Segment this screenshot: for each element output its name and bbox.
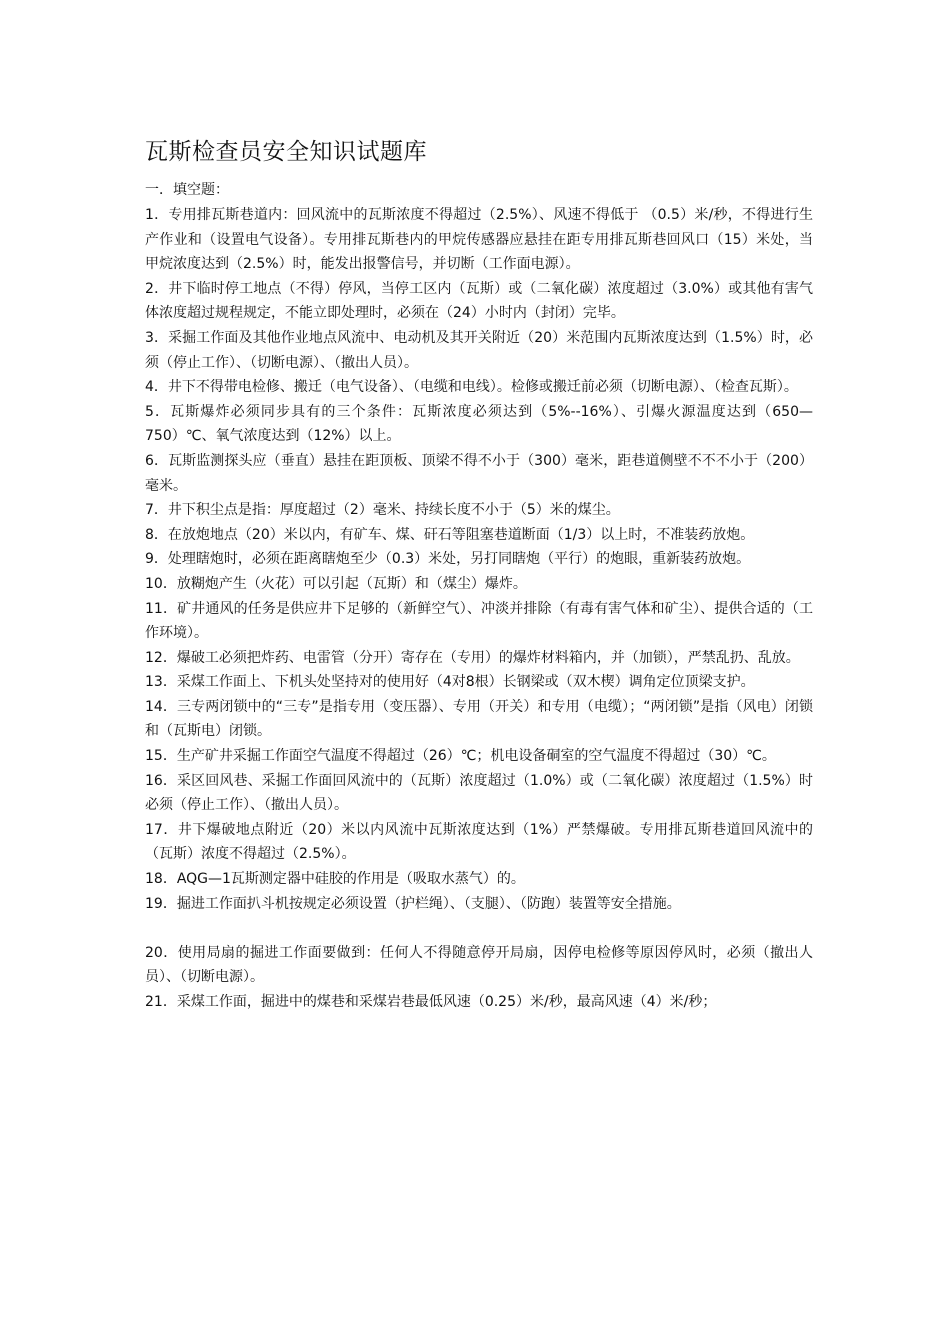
question-17: 17．井下爆破地点附近（20）米以内风流中瓦斯浓度达到（1%）严禁爆破。专用排瓦斯巷道回风流中的（瓦斯）浓度不得超过（2.5%）。 — [145, 821, 813, 863]
question-6: 6．瓦斯监测探头应（垂直）悬挂在距顶板、顶梁不得不小于（300）毫米，距巷道侧壁不不不小于（200）毫米。 — [145, 452, 813, 494]
question-7: 7．井下积尘点是指：厚度超过（2）毫米、持续长度不小于（5）米的煤尘。 — [145, 502, 620, 519]
blank-line — [145, 916, 813, 941]
question-18: 18．AQG—1瓦斯测定器中硅胶的作用是（吸取水蒸气）的。 — [145, 871, 525, 888]
question-16: 16．采区回风巷、采掘工作面回风流中的（瓦斯）浓度超过（1.0%）或（二氧化碳）浓度超过（1.5%）时必须（停止工作）、（撤出人员）。 — [145, 772, 813, 814]
question-4: 4．井下不得带电检修、搬迁（电气设备）、（电缆和电线）。检修或搬迁前必须（切断电源）、（检查瓦斯）。 — [145, 379, 798, 396]
question-3: 3．采掘工作面及其他作业地点风流中、电动机及其开关附近（20）米范围内瓦斯浓度达到（1.5%）时，必须（停止工作）、（切断电源）、（撤出人员）。 — [145, 329, 813, 371]
question-15: 15．生产矿井采掘工作面空气温度不得超过（26）℃；机电设备硐室的空气温度不得超过（30）℃。 — [145, 748, 776, 765]
document-title: 瓦斯检查员安全知识试题库 — [145, 139, 427, 165]
question-14: 14．三专两闭锁中的“三专”是指专用（变压器）、专用（开关）和专用（电缆）；“两闭锁”是指（风电）闭锁和（瓦斯电）闭锁。 — [145, 698, 813, 740]
question-21: 21．采煤工作面，掘进中的煤巷和采煤岩巷最低风速（0.25）米/秒，最高风速（4）米/秒； — [145, 994, 717, 1010]
question-8: 8．在放炮地点（20）米以内，有矿车、煤、矸石等阻塞巷道断面（1/3）以上时，不准装药放炮。 — [145, 526, 755, 543]
question-2: 2．井下临时停工地点（不得）停风，当停工区内（瓦斯）或（二氧化碳）浓度超过（3.0%）或其他有害气体浓度超过规程规定，不能立即处理时，必须在（24）小时内（封闭）完毕。 — [145, 280, 813, 322]
question-10: 10．放糊炮产生（火花）可以引起（瓦斯）和（煤尘）爆炸。 — [145, 575, 527, 592]
question-19: 19．掘进工作面扒斗机按规定必须设置（护栏绳）、（支腿）、（防跑）装置等安全措施。 — [145, 895, 681, 912]
question-1: 1．专用排瓦斯巷道内：回风流中的瓦斯浓度不得超过（2.5%）、风速不得低于 （0.5）米/秒，不得进行生产作业和（设置电气设备）。专用排瓦斯巷内的甲烷传感器应悬挂在距专用排瓦斯巷回风口（15）米处，当甲烷浓度达到（2.5%）时，能发出报警信号，并切断（工作面电源）。 — [145, 207, 813, 273]
question-20: 20．使用局扇的掘进工作面要做到：任何人不得随意停开局扇，因停电检修等原因停风时，必须（撤出人员）、（切断电源）。 — [145, 944, 813, 986]
question-9: 9．处理瞎炮时，必须在距离瞎炮至少（0.3）米处，另打同瞎炮（平行）的炮眼，重新装药放炮。 — [145, 551, 751, 568]
question-13: 13．采煤工作面上、下机头处坚持对的使用好（4对8根）长钢梁或（双木楔）调角定位顶梁支护。 — [145, 674, 755, 691]
question-11: 11．矿井通风的任务是供应井下足够的（新鲜空气）、冲淡并排除（有毒有害气体和矿尘）、提供合适的（工作环境）。 — [145, 600, 813, 642]
question-12: 12．爆破工必须把炸药、电雷管（分开）寄存在（专用）的爆炸材料箱内，并（加锁），严禁乱扔、乱放。 — [145, 649, 800, 666]
section-heading: 一．填空题： — [145, 182, 229, 198]
document-body — [145, 136, 813, 1015]
question-5: 5．瓦斯爆炸必须同步具有的三个条件：瓦斯浓度必须达到（5%--16%）、引爆火源温度达到（650—750）℃、氧气浓度达到（12%）以上。 — [145, 403, 813, 445]
